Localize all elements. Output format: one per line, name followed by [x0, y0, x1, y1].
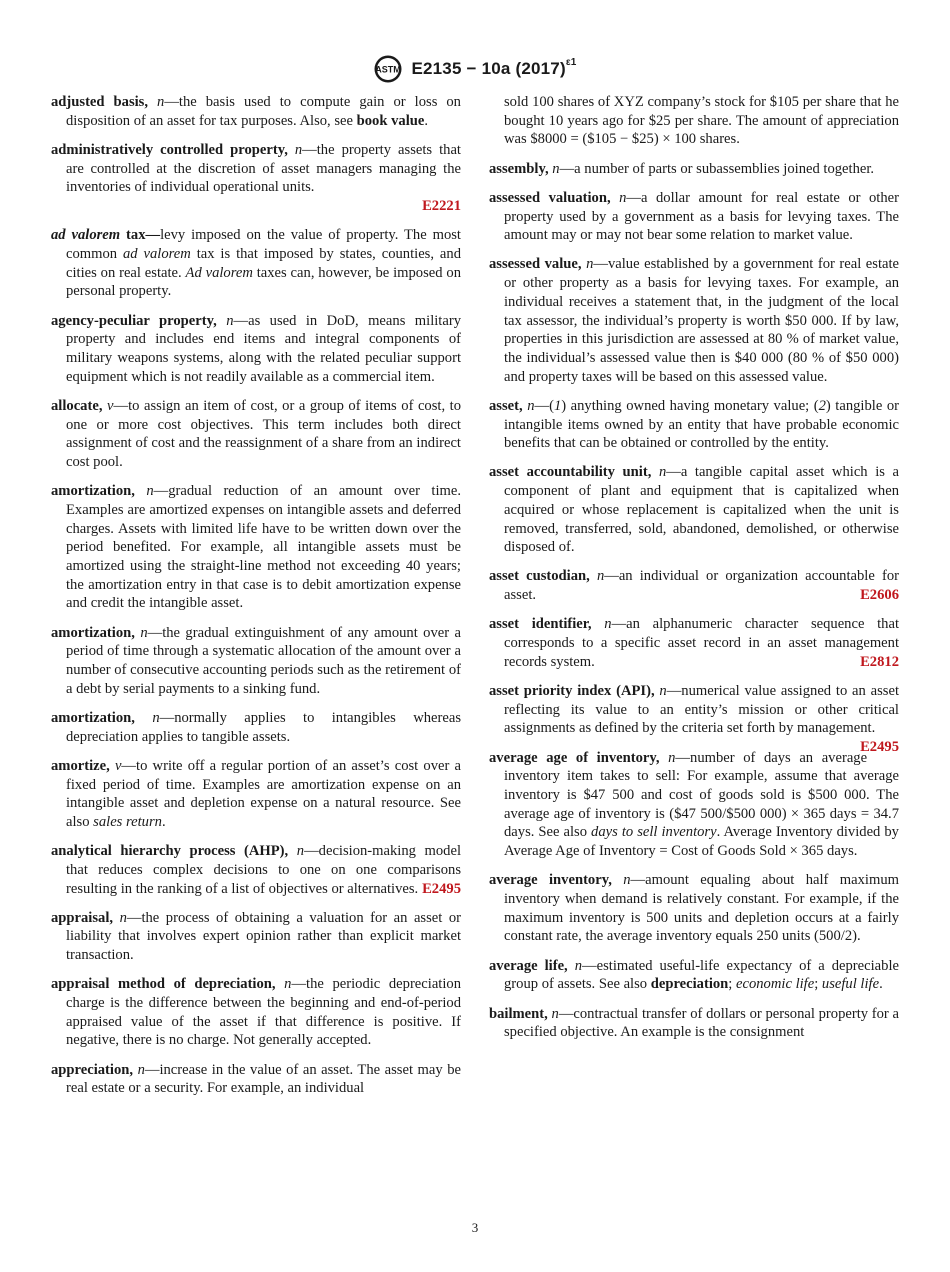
entry-agency-peculiar-property: agency-peculiar property, n—as used in DoD, means military property and includes end items and integral components of military weapons systems, along with the related peculiar support equipment which is not readily available as a commercial item.: [51, 312, 461, 385]
entry-asset-identifier: asset identifier, n—an alphanumeric character sequence that corresponds to a specific asset record in an asset management records system. E2812: [489, 616, 900, 670]
entry-assembly: assembly, n—a number of parts or subassemblies joined together.: [489, 160, 875, 177]
entry-asset-accountability-unit: asset accountability unit, n—a tangible capital asset which is a component of plant and equipment that is capitalized when acquired or whose replacement is capitalized when the unit is removed, transferred, sold, abandoned, demolished, or otherwise disposed of.: [489, 464, 899, 556]
entry-analytical-hierarchy-process: analytical hierarchy process (AHP), n—decision-making model that reduces complex decisions to one on one comparisons resulting in the ranking of a list of objectives or alternatives. E2495: [51, 843, 461, 897]
entry-asset-custodian: asset custodian, n—an individual or organization accountable for asset. E2606: [489, 568, 899, 604]
entry-allocate: allocate, v—to assign an item of cost, or a group of items of cost, to one or more cost objectives. This term includes both direct assignment of cost and the reassignment of a share from an indirect cost pool.: [51, 397, 461, 470]
entry-appraisal: appraisal, n—the process of obtaining a valuation for an asset or liability that involves expert opinion rather than explicit market transaction.: [51, 909, 461, 964]
entry-asset-priority-index: asset priority index (API), n—numerical value assigned to an asset reflecting its value to an entity’s mission or other critical assignments as defined by the criteria set forth by management. E2495: [489, 682, 899, 756]
entry-amortization-1: amortization, n—gradual reduction of an amount over time. Examples are amortized expenses on intangible assets and deferred charges. Assets with limited life have to be written down over the period benefited. For example, all intangible assets must be amortized using the straight-line method not exceeding 40 years; the amortization entry in that case is to debit amortization expense and credit the intangible asset.: [51, 483, 461, 612]
standard-ref-link[interactable]: E2221: [422, 198, 461, 215]
left-column: [51, 93, 461, 1109]
entry-average-inventory: average inventory, n—amount equaling about half maximum inventory when demand is relatively constant. For example, if the maximum inventory is 500 units and depletion occurs at a fairly constant rate, the average inventory equals 250 units (500/2).: [489, 872, 899, 945]
entry-amortization-2: amortization, n—the gradual extinguishment of any amount over a period of time through a systematic allocation of the amount over a number of consecutive accounting periods such as the retirement of a debt by serial payments to a sinking fund.: [51, 624, 461, 697]
entry-asset: asset, n—(1) anything owned having monetary value; (2) tangible or intangible items owned by an entity that have probable economic benefits that can be obtained or controlled by the entity.: [489, 397, 899, 452]
entry-amortize: amortize, v—to write off a regular portion of an asset’s cost over a fixed period of time. Examples are amortization expense on an intangible asset and depletion expense on a natural resource. See also sales return.: [51, 757, 461, 830]
standard-ref-link[interactable]: E2812: [860, 653, 899, 670]
document-id: E2135 − 10a $(2017)^{\varepsilon 1}$: [411, 57, 577, 78]
standard-ref-link[interactable]: E2606: [860, 587, 899, 604]
right-column: [489, 93, 899, 1052]
page-number: 3: [471, 1220, 479, 1235]
entry-appreciation: appreciation, n—increase in the value of an asset. The asset may be real estate or a security. For example, an individual: [51, 1061, 461, 1097]
entry-assessed-value: assessed value, n—value established by a government for real estate or other property as a basis for levying taxes. For example, an individual receives a statement that, in the judgment of the local tax assessor, the individual’s property is worth $50 000. If by law, properties in this jurisdiction are assessed at 80 % of market value, the individual’s assessed value then is $40 000 (80 % of $50 000) and property taxes will be based on this assessed value.: [489, 256, 900, 385]
standard-ref-link[interactable]: E2495: [860, 739, 899, 756]
entry-assessed-valuation: assessed valuation, n—a dollar amount for real estate or other property used by a government as a basis for levying taxes. The amount may or may not bear some relation to market value.: [489, 189, 899, 244]
entry-ad-valorem-tax: ad valorem tax—levy imposed on the value of property. The most common ad valorem tax is that imposed by states, counties, and cities on real estate. Ad valorem taxes can, however, be imposed on personal property.: [51, 227, 461, 300]
svg-text:ASTM: ASTM: [375, 64, 402, 75]
entry-average-life: average life, n—estimated useful-life expectancy of a depreciable group of assets. See also depreciation; economic life; useful life.: [489, 957, 899, 993]
astm-logo-icon: [373, 54, 403, 84]
entry-administratively-controlled-property: administratively controlled property, n—the property assets that are controlled at the discretion of asset managers managing the inventories of individual operational units. E2221: [51, 141, 461, 215]
standard-ref-link[interactable]: E2495: [422, 880, 461, 897]
entry-average-age-of-inventory: average age of inventory, n—number of days an average inventory item takes to sell: For example, assume that average inventory is $47 500 and cost of goods sold is $500 000. The average age of inventory is ($47 500/$500 000) × 365 days = 34.7 days. See also days to sell inventory. Average Inventory divided by Average Age of Inventory = Cost of Goods Sold × 365 days.: [489, 749, 899, 860]
page-header: [0, 54, 950, 84]
entry-adjusted-basis: adjusted basis, n—the basis used to compute gain or loss on disposition of an asset for tax purposes. Also, see book value.: [51, 94, 461, 129]
entry-amortization-3: amortization, n—normally applies to intangibles whereas depreciation applies to tangible assets.: [51, 709, 461, 745]
entry-bailment: bailment, n—contractual transfer of dollars or personal property for a specified objective. An example is the consignment: [489, 1005, 899, 1041]
entry-appraisal-method-of-depreciation: appraisal method of depreciation, n—the periodic depreciation charge is the difference between the beginning and end-of-period appraised value of the asset if that difference is positive. If negative, there is no charge. Not generally accepted.: [51, 976, 461, 1049]
entry-appreciation-continued: sold 100 shares of XYZ company’s stock for $105 per share that he bought 10 years ago for $25 per share. The amount of appreciation was $8000 = ($105 − $25) × 100 shares.: [504, 94, 899, 148]
